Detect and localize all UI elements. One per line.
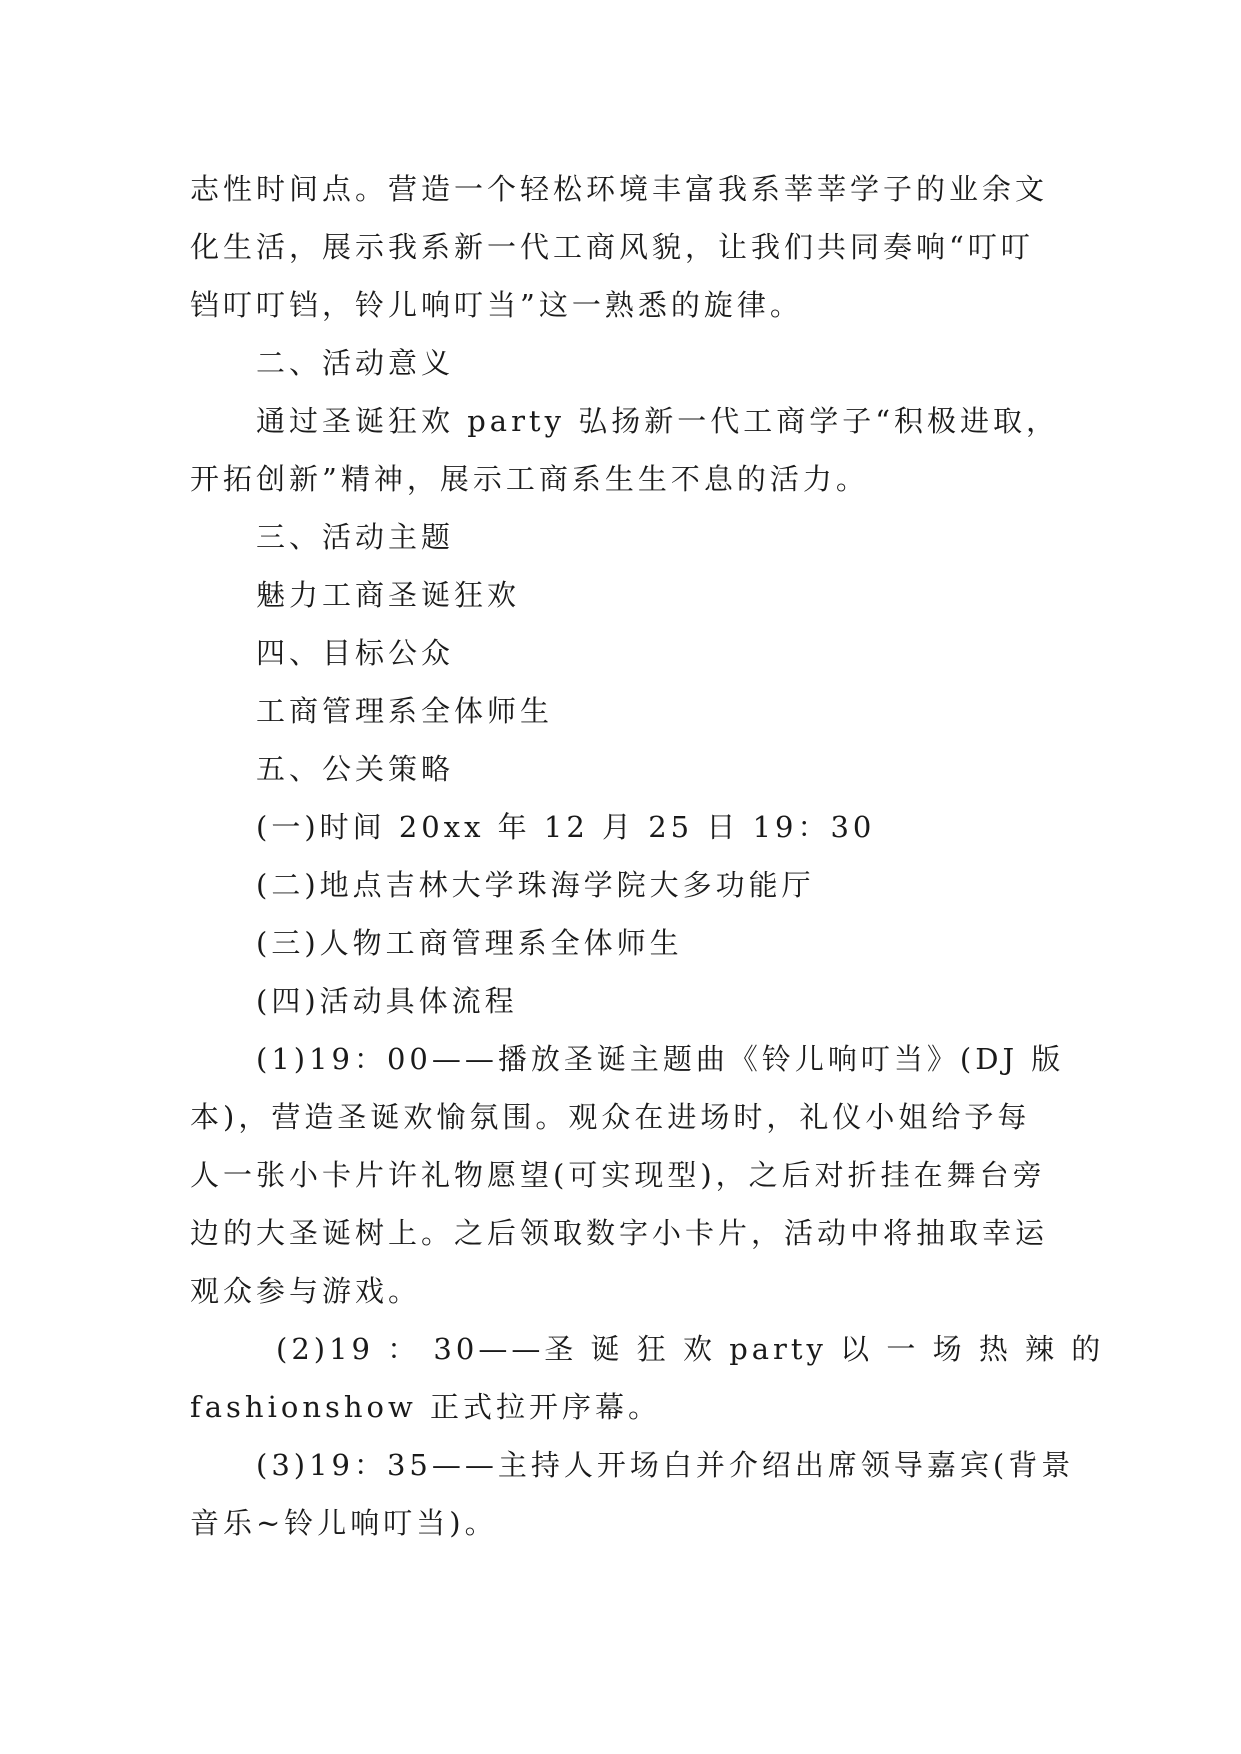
process-step-1 (190, 1030, 1065, 1320)
text-line: 人一张小卡片许礼物愿望(可实现型)，之后对折挂在舞台旁 (190, 1158, 1046, 1192)
text-line: (四)活动具体流程 (256, 984, 518, 1018)
text-line: 开拓创新”精神，展示工商系生生不息的活力。 (190, 462, 869, 496)
text-line: 志性时间点。营造一个轻松环境丰富我系莘莘学子的业余文 (190, 172, 1049, 206)
paragraph-audience (190, 682, 1060, 740)
text-line: 边的大圣诞树上。之后领取数字小卡片，活动中将抽取幸运 (190, 1216, 1049, 1250)
paragraph-intro-continued (190, 160, 1060, 334)
section-heading-strategy (190, 740, 1060, 798)
document-body (190, 160, 1105, 1552)
text-line: (一)时间 20xx 年 12 月 25 日 19：30 (256, 810, 876, 844)
item-time (190, 798, 1060, 856)
process-step-3 (190, 1436, 1075, 1552)
text-line: 本)，营造圣诞欢愉氛围。观众在进场时，礼仪小姐给予每 (190, 1100, 1031, 1134)
text-line: 三、活动主题 (256, 520, 455, 554)
paragraph-significance (190, 392, 1060, 508)
text-line: 四、目标公众 (256, 636, 455, 670)
text-line: (3)19：35——主持人开场白并介绍出席领导嘉宾(背景 (256, 1448, 1075, 1482)
text-line: (2)19 ： 30——圣 诞 狂 欢 party 以 一 场 热 辣 的 (276, 1332, 1105, 1366)
text-line: 二、活动意义 (256, 346, 455, 380)
process-step-2 (190, 1320, 1105, 1436)
text-line: 音乐~铃儿响叮当)。 (190, 1506, 498, 1540)
text-line: (1)19：00——播放圣诞主题曲《铃儿响叮当》(DJ 版 (256, 1042, 1065, 1076)
text-line: 观众参与游戏。 (190, 1274, 422, 1308)
text-line: 魅力工商圣诞狂欢 (256, 578, 521, 612)
item-location (190, 856, 1060, 914)
item-people (190, 914, 1060, 972)
item-process-heading (190, 972, 1060, 1030)
text-line: (二)地点吉林大学珠海学院大多功能厅 (256, 868, 815, 902)
text-line: 通过圣诞狂欢 party 弘扬新一代工商学子“积极进取， (256, 404, 1060, 438)
text-line: 化生活，展示我系新一代工商风貌，让我们共同奏响“叮叮 (190, 230, 1034, 264)
section-heading-significance (190, 334, 1060, 392)
section-heading-theme (190, 508, 1060, 566)
text-line: 工商管理系全体师生 (256, 694, 554, 728)
text-line: (三)人物工商管理系全体师生 (256, 926, 683, 960)
text-line: 五、公关策略 (256, 752, 455, 786)
text-line: 铛叮叮铛，铃儿响叮当”这一熟悉的旋律。 (190, 288, 803, 322)
text-line: fashionshow 正式拉开序幕。 (190, 1390, 662, 1424)
section-heading-audience (190, 624, 1060, 682)
paragraph-theme (190, 566, 1060, 624)
